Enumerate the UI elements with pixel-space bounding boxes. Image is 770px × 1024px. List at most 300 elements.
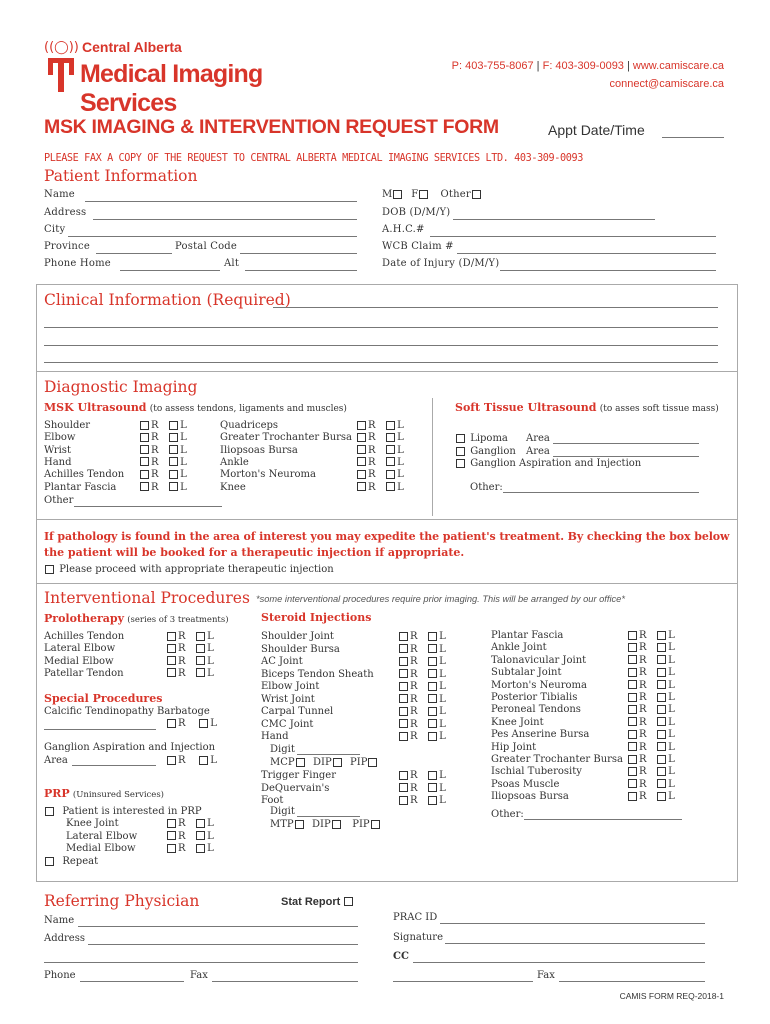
int-peroneal-tendons-rl: R L [627,704,675,715]
int-subtalar-joint-r-checkbox[interactable] [628,668,637,677]
int-greater-trochanter-bursa-r-checkbox[interactable] [628,755,637,764]
steroid-trigger-finger-r-checkbox[interactable] [399,771,408,780]
steroid-hand-r-checkbox[interactable] [399,732,408,741]
steroid-hand-label: Hand [261,731,289,742]
ganglion-int-r-checkbox[interactable] [167,756,176,765]
int-ankle-joint-r-checkbox[interactable] [628,643,637,652]
prp-medial-elbow-l-checkbox[interactable] [196,844,205,853]
int-iliopsoas-bursa-l-checkbox[interactable] [657,792,666,801]
address-field[interactable] [93,219,357,220]
other-gender-checkbox[interactable] [472,190,481,199]
msk2-iliopsoas-bursa-l-checkbox[interactable] [386,445,395,454]
msk2-ankle-r-checkbox[interactable] [357,457,366,466]
ganglion-int-l-checkbox[interactable] [199,756,208,765]
alt-field[interactable] [245,270,357,271]
steroid-cmc-joint-row [261,719,313,730]
lipoma-row: Lipoma [455,433,508,444]
interventional-other-label: Other: [491,809,524,820]
form-title: MSK IMAGING & INTERVENTION REQUEST FORM [44,116,499,138]
int-subtalar-joint-l-checkbox[interactable] [657,668,666,677]
diagnostic-vertical-divider [432,398,433,516]
postal-label: Postal Code [175,241,238,252]
calcific-r-checkbox[interactable] [167,719,176,728]
ref-fax-field[interactable] [212,981,358,982]
pip-hand-checkbox[interactable] [368,758,377,767]
steroid-foot-l-checkbox[interactable] [428,796,437,805]
steroid-biceps-tendon-sheath-row [261,669,374,680]
int-morton-s-neuroma-label: Morton's Neuroma [491,679,587,691]
prolo-achilles-tendon-l-checkbox[interactable] [196,632,205,641]
mcp-checkbox[interactable] [296,758,305,767]
int-knee-joint-rl: R L [627,717,675,728]
calcific-l-checkbox[interactable] [199,719,208,728]
calcific-rl: R L [166,718,217,729]
pip-foot-checkbox[interactable] [371,820,380,829]
ganglion-int-area-label: Area [44,755,68,766]
msk2-greater-trochanter-bursa-rl: R L [356,432,404,443]
steroid-ac-joint-row [261,656,303,667]
prolo-patellar-tendon-rl: R L [166,668,214,679]
wcb-label: WCB Claim # [382,241,454,252]
clinical-field-4[interactable] [44,362,718,363]
msk2-morton-s-neuroma-r-checkbox[interactable] [357,470,366,479]
int-pes-anserine-bursa-rl: R L [627,729,675,740]
int-peroneal-tendons-r-checkbox[interactable] [628,705,637,714]
int-iliopsoas-bursa-row [491,791,569,802]
lipoma-area-label: Area [526,433,550,444]
msk2-iliopsoas-bursa-r-checkbox[interactable] [357,445,366,454]
msk-elbow-rl: R L [139,432,187,443]
msk-heading: MSK Ultrasound (to assess tendons, ligaments and muscles) [44,401,347,414]
logo-top-text: Central Alberta [82,39,182,55]
int-pes-anserine-bursa-r-checkbox[interactable] [628,730,637,739]
msk-hand-row [44,457,72,468]
prolo-achilles-tendon-rl: R L [166,631,214,642]
msk2-quadriceps-l-checkbox[interactable] [386,421,395,430]
int-psoas-muscle-label: Psoas Muscle [491,778,560,790]
steroid-trigger-finger-rl: R L [398,770,446,781]
steroid-elbow-joint-rl: R L [398,681,446,692]
msk-other-label: Other [44,495,74,506]
steroid-shoulder-joint-l-checkbox[interactable] [428,632,437,641]
steroid-wrist-joint-l-checkbox[interactable] [428,694,437,703]
prolo-heading: Prolotherapy (series of 3 treatments) [44,612,229,625]
msk-wrist-l-checkbox[interactable] [169,445,178,454]
clinical-field-2[interactable] [44,327,718,328]
prolo-lateral-elbow-rl: R L [166,643,214,654]
msk-shoulder-label: Shoulder [44,420,91,431]
int-posterior-tibialis-label: Posterior Tibialis [491,692,578,703]
steroid-elbow-joint-r-checkbox[interactable] [399,682,408,691]
prolo-achilles-tendon-row [44,631,124,642]
interventional-heading: Interventional Procedures [44,589,250,607]
msk-hand-r-checkbox[interactable] [140,457,149,466]
steroid-cmc-joint-rl: R L [398,719,446,730]
prolo-medial-elbow-l-checkbox[interactable] [196,656,205,665]
female-checkbox[interactable] [419,190,428,199]
msk-wrist-row [44,445,71,456]
divider-diagnostic [36,371,737,372]
steroid-trigger-finger-row [261,770,336,781]
steroid-dequervains-r-checkbox[interactable] [399,783,408,792]
int-plantar-fascia-r-checkbox[interactable] [628,631,637,640]
int-plantar-fascia-row [491,630,563,641]
patient-heading: Patient Information [44,167,198,185]
int-subtalar-joint-rl: R L [627,667,675,678]
msk2-knee-r-checkbox[interactable] [357,482,366,491]
postal-field[interactable] [240,253,357,254]
steroid-shoulder-bursa-rl: R L [398,644,446,655]
divider-interventional [36,583,737,584]
dip-hand-checkbox[interactable] [333,758,342,767]
ganglion-row: Ganglion [455,446,516,457]
male-checkbox[interactable] [393,190,402,199]
msk-elbow-row [44,432,75,443]
steroid-shoulder-joint-row [261,631,334,642]
int-ischial-tuberosity-row [491,766,582,777]
int-pes-anserine-bursa-l-checkbox[interactable] [657,730,666,739]
gender-row: M F Other [382,189,483,200]
website-link[interactable]: www.camiscare.ca [632,60,724,72]
ref-fax-label: Fax [190,970,208,981]
int-peroneal-tendons-row [491,704,581,715]
int-hip-joint-r-checkbox[interactable] [628,742,637,751]
int-ischial-tuberosity-rl: R L [627,766,675,777]
repeat-row: Repeat [44,856,98,867]
province-label: Province [44,241,90,252]
ahc-label: A.H.C.# [382,224,425,235]
msk-wrist-r-checkbox[interactable] [140,445,149,454]
msk-achilles-tendon-label: Achilles Tendon [44,469,125,481]
int-psoas-muscle-rl: R L [627,779,675,790]
repeat-checkbox[interactable] [45,857,54,866]
steroid-foot-rl: R L [398,795,446,806]
fax-note: PLEASE FAX A COPY OF THE REQUEST TO CENTRAL ALBERTA MEDICAL IMAGING SERVICES LTD. 403-309-0093 [44,153,583,164]
ganglion-asp-row: Ganglion Aspiration and Injection [455,458,641,469]
msk2-knee-label: Knee [220,481,246,493]
dob-field[interactable] [453,219,655,220]
msk2-morton-s-neuroma-label: Morton's Neuroma [220,469,316,481]
ref-phone-field[interactable] [80,981,184,982]
cc-label: CC [393,951,409,962]
pathology-text-2: the patient will be booked for a therapeutic injection if appropriate. [44,546,465,559]
steroid-biceps-tendon-sheath-r-checkbox[interactable] [399,669,408,678]
cc-name-field[interactable] [393,981,533,982]
ganglion-asp-checkbox[interactable] [456,459,465,468]
calcific-field[interactable] [44,729,156,730]
steroid-elbow-joint-l-checkbox[interactable] [428,682,437,691]
injury-field[interactable] [500,270,716,271]
prolo-patellar-tendon-l-checkbox[interactable] [196,668,205,677]
int-morton-s-neuroma-l-checkbox[interactable] [657,680,666,689]
wcb-field[interactable] [457,253,716,254]
therapeutic-injection-checkbox[interactable] [45,565,54,574]
steroid-dequervains-l-checkbox[interactable] [428,783,437,792]
int-ischial-tuberosity-l-checkbox[interactable] [657,767,666,776]
contact-line: P: 403-755-8067 | F: 403-309-0093 | www.camiscare.ca [451,60,724,72]
clinical-field-3[interactable] [44,345,718,346]
prac-label: PRAC ID [393,912,438,923]
prp-knee-joint-l-checkbox[interactable] [196,819,205,828]
msk2-knee-l-checkbox[interactable] [386,482,395,491]
logo-mark-icon [46,58,76,92]
prp-lateral-elbow-label: Lateral Elbow [66,830,138,842]
ahc-field[interactable] [430,236,716,237]
msk-shoulder-r-checkbox[interactable] [140,421,149,430]
prp-medial-elbow-r-checkbox[interactable] [167,844,176,853]
email-link[interactable]: connect@camiscare.ca [609,78,724,90]
msk2-quadriceps-r-checkbox[interactable] [357,421,366,430]
prolo-lateral-elbow-label: Lateral Elbow [44,643,116,655]
msk-shoulder-l-checkbox[interactable] [169,421,178,430]
msk-plantar-fascia-row [44,482,116,493]
ref-name-label: Name [44,915,75,926]
int-subtalar-joint-row [491,667,561,678]
lipoma-checkbox[interactable] [456,434,465,443]
steroid-shoulder-joint-rl: R L [398,631,446,642]
prp-lateral-elbow-l-checkbox[interactable] [196,831,205,840]
logo [44,38,304,117]
prolo-medial-elbow-rl: R L [166,656,214,667]
appt-field[interactable] [662,137,724,138]
msk2-ankle-l-checkbox[interactable] [386,457,395,466]
msk2-greater-trochanter-bursa-row [220,432,352,443]
address-label: Address [44,207,87,218]
int-morton-s-neuroma-row [491,680,587,691]
msk2-iliopsoas-bursa-label: Iliopsoas Bursa [220,444,298,456]
prp-interest-row: Patient is interested in PRP [44,806,202,817]
prolo-achilles-tendon-r-checkbox[interactable] [167,632,176,641]
prp-knee-joint-r-checkbox[interactable] [167,819,176,828]
interventional-other-field[interactable] [524,819,682,820]
int-psoas-muscle-r-checkbox[interactable] [628,779,637,788]
msk2-iliopsoas-bursa-row [220,445,298,456]
cc-fax-field[interactable] [559,981,705,982]
int-knee-joint-l-checkbox[interactable] [657,717,666,726]
msk-plantar-fascia-rl: R L [139,482,187,493]
prolo-medial-elbow-label: Medial Elbow [44,655,114,667]
int-ankle-joint-label: Ankle Joint [491,642,547,654]
msk-achilles-tendon-r-checkbox[interactable] [140,470,149,479]
int-greater-trochanter-bursa-row [491,754,623,765]
int-peroneal-tendons-label: Peroneal Tendons [491,704,581,716]
steroid-elbow-joint-label: Elbow Joint [261,681,320,692]
steroid-shoulder-bursa-r-checkbox[interactable] [399,644,408,653]
digit-field-hand[interactable] [297,754,360,755]
prp-knee-joint-rl: R L [166,818,214,829]
steroid-ac-joint-l-checkbox[interactable] [428,657,437,666]
int-talonavicular-joint-label: Talonavicular Joint [491,654,587,666]
soft-other-field[interactable] [503,492,699,493]
msk-hand-label: Hand [44,456,72,468]
prolo-medial-elbow-row [44,656,114,667]
msk2-greater-trochanter-bursa-l-checkbox[interactable] [386,433,395,442]
prac-field[interactable] [440,923,705,924]
ganglion-checkbox[interactable] [456,447,465,456]
msk2-morton-s-neuroma-l-checkbox[interactable] [386,470,395,479]
ganglion-int-area-field[interactable] [72,765,156,766]
digit-field-foot[interactable] [297,816,360,817]
steroid-carpal-tunnel-l-checkbox[interactable] [428,707,437,716]
int-posterior-tibialis-row [491,692,577,703]
signature-field[interactable] [445,943,705,944]
digit-label-hand: Digit [270,744,295,755]
steroid-biceps-tendon-sheath-l-checkbox[interactable] [428,669,437,678]
steroid-shoulder-bursa-l-checkbox[interactable] [428,644,437,653]
int-posterior-tibialis-l-checkbox[interactable] [657,693,666,702]
hand-joint-row: MCP DIP PIP [270,757,379,768]
signature-label: Signature [393,932,444,943]
int-knee-joint-label: Knee Joint [491,716,544,728]
appt-label: Appt Date/Time [548,122,645,138]
steroid-wrist-joint-row [261,694,315,705]
msk2-morton-s-neuroma-row [220,469,316,480]
prp-lateral-elbow-r-checkbox[interactable] [167,831,176,840]
prolo-lateral-elbow-l-checkbox[interactable] [196,644,205,653]
steroid-ac-joint-label: AC Joint [261,656,303,667]
name-field[interactable] [85,201,357,202]
msk-elbow-l-checkbox[interactable] [169,433,178,442]
prolo-lateral-elbow-row [44,643,115,654]
steroid-cmc-joint-l-checkbox[interactable] [428,719,437,728]
steroid-cmc-joint-r-checkbox[interactable] [399,719,408,728]
int-ischial-tuberosity-r-checkbox[interactable] [628,767,637,776]
steroid-hand-row [261,731,289,742]
steroid-foot-label: Foot [261,795,284,806]
steroid-carpal-tunnel-r-checkbox[interactable] [399,707,408,716]
ganglion-int-rl: R L [166,755,217,766]
int-pes-anserine-bursa-row [491,729,589,740]
steroid-wrist-joint-r-checkbox[interactable] [399,694,408,703]
cc-field[interactable] [413,962,705,963]
msk-hand-rl: R L [139,457,187,468]
msk-wrist-label: Wrist [44,444,71,456]
int-hip-joint-l-checkbox[interactable] [657,742,666,751]
dip-foot-checkbox[interactable] [332,820,341,829]
int-hip-joint-label: Hip Joint [491,741,537,753]
int-talonavicular-joint-l-checkbox[interactable] [657,655,666,664]
ganglion-asp-int-label: Ganglion Aspiration and Injection [44,742,216,753]
injury-label: Date of Injury (D/M/Y) [382,258,500,269]
stat-report-row: Stat Report [281,896,355,908]
msk-elbow-r-checkbox[interactable] [140,433,149,442]
city-field[interactable] [68,236,357,237]
msk2-ankle-rl: R L [356,457,404,468]
int-plantar-fascia-l-checkbox[interactable] [657,631,666,640]
int-iliopsoas-bursa-r-checkbox[interactable] [628,792,637,801]
prp-medial-elbow-row [66,843,136,854]
ref-name-field[interactable] [78,926,358,927]
steroid-wrist-joint-label: Wrist Joint [261,693,315,705]
ref-address-field[interactable] [88,944,358,945]
msk-achilles-tendon-l-checkbox[interactable] [169,470,178,479]
ref-address-label: Address [44,933,85,944]
int-knee-joint-r-checkbox[interactable] [628,717,637,726]
msk-elbow-label: Elbow [44,432,76,444]
msk-plantar-fascia-l-checkbox[interactable] [169,482,178,491]
steroid-dequervains-label: DeQuervain's [261,782,330,794]
int-talonavicular-joint-rl: R L [627,655,675,666]
int-posterior-tibialis-rl: R L [627,692,675,703]
steroid-carpal-tunnel-row [261,706,333,717]
prp-interest-checkbox[interactable] [45,807,54,816]
stat-report-checkbox[interactable] [344,897,353,906]
clinical-field-1[interactable] [273,307,718,308]
mtp-checkbox[interactable] [295,820,304,829]
int-talonavicular-joint-r-checkbox[interactable] [628,655,637,664]
msk2-greater-trochanter-bursa-r-checkbox[interactable] [357,433,366,442]
ganglion-area-label: Area [526,446,550,457]
steroid-hand-rl: R L [398,731,446,742]
ganglion-area-field[interactable] [553,456,699,457]
prp-knee-joint-row [66,818,119,829]
int-greater-trochanter-bursa-l-checkbox[interactable] [657,755,666,764]
prolo-lateral-elbow-r-checkbox[interactable] [167,644,176,653]
int-posterior-tibialis-r-checkbox[interactable] [628,693,637,702]
prp-medial-elbow-rl: R L [166,843,214,854]
prolo-patellar-tendon-r-checkbox[interactable] [167,668,176,677]
prolo-achilles-tendon-label: Achilles Tendon [44,631,125,642]
int-ankle-joint-l-checkbox[interactable] [657,643,666,652]
prolo-patellar-tendon-label: Patellar Tendon [44,667,124,679]
steroid-carpal-tunnel-label: Carpal Tunnel [261,706,334,717]
int-ischial-tuberosity-label: Ischial Tuberosity [491,766,582,778]
int-talonavicular-joint-row [491,655,586,666]
int-peroneal-tendons-l-checkbox[interactable] [657,705,666,714]
prp-knee-joint-label: Knee Joint [66,818,119,829]
calcific-label: Calcific Tendinopathy Barbatoge [44,706,210,717]
steroid-ac-joint-r-checkbox[interactable] [399,657,408,666]
int-plantar-fascia-label: Plantar Fascia [491,630,564,641]
steroid-dequervains-rl: R L [398,783,446,794]
int-psoas-muscle-l-checkbox[interactable] [657,779,666,788]
pathology-checkbox-row: Please proceed with appropriate therapeutic injection [44,564,334,575]
int-knee-joint-row [491,717,544,728]
msk2-quadriceps-row [220,420,278,431]
lipoma-area-field[interactable] [553,443,699,444]
msk-plantar-fascia-r-checkbox[interactable] [140,482,149,491]
foot-joint-row: MTP DIP PIP [270,819,382,830]
cc-fax-label: Fax [537,970,555,981]
msk-hand-l-checkbox[interactable] [169,457,178,466]
steroid-hand-l-checkbox[interactable] [428,732,437,741]
steroid-shoulder-joint-label: Shoulder Joint [261,631,334,642]
steroid-trigger-finger-l-checkbox[interactable] [428,771,437,780]
fax-number: F: 403-309-0093 [542,60,624,72]
int-ankle-joint-rl: R L [627,642,675,653]
ref-phone-label: Phone [44,970,76,981]
clinical-heading: Clinical Information (Required) [44,291,291,309]
prolo-medial-elbow-r-checkbox[interactable] [167,656,176,665]
phone-number: P: 403-755-8067 [451,60,534,72]
logo-main-text: Medical Imaging Services [80,60,263,117]
province-field[interactable] [96,253,172,254]
steroid-shoulder-joint-r-checkbox[interactable] [399,632,408,641]
msk-achilles-tendon-rl: R L [139,469,187,480]
prp-heading: PRP (Uninsured Services) [44,787,165,800]
ref-address-field-2[interactable] [44,962,358,963]
soft-other-label: Other: [470,482,503,493]
steroid-foot-row [261,795,283,806]
digit-label-foot: Digit [270,806,295,817]
form-id: CAMIS FORM REQ-2018-1 [619,991,724,1001]
int-morton-s-neuroma-r-checkbox[interactable] [628,680,637,689]
phone-home-field[interactable] [120,270,220,271]
steroid-foot-r-checkbox[interactable] [399,796,408,805]
steroid-cmc-joint-label: CMC Joint [261,718,314,730]
msk2-ankle-row [220,457,249,468]
msk-other-field[interactable] [74,506,222,507]
